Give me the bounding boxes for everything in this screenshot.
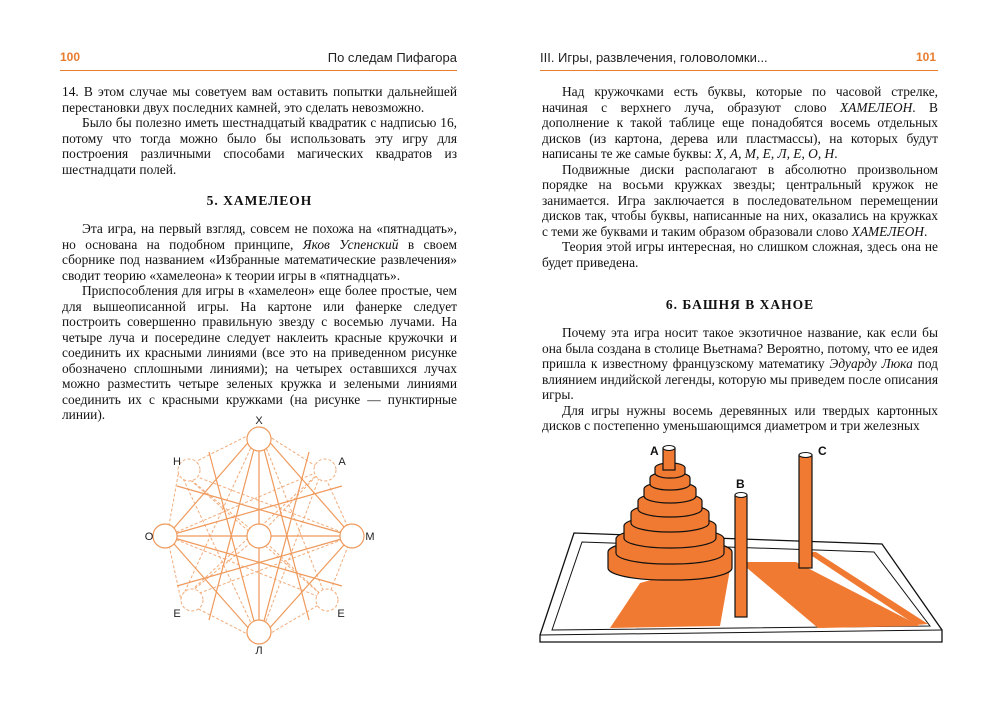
section-title: 6. БАШНЯ В ХАНОЕ	[665, 297, 815, 312]
circle-m	[340, 524, 364, 548]
peg-b	[735, 495, 747, 617]
circle-x	[247, 427, 271, 451]
peg-b-top	[735, 493, 747, 498]
paragraph: Эта игра, на первый взгляд, совсем не похожа на «пятнадцать», но основана на подобном принципе, Яков Успенский в своем сборнике под названием «Избранные математические развлечения» сводит теорию «хамелеона» к теории игры в «пятнадцать».	[62, 221, 457, 283]
paragraph: Над кружочками есть буквы, которые по часовой стрелке, начиная с верхнего луча, образуют слово ХАМЕЛЕОН. В дополнение к такой таблице еще понадобятся восемь отдельных дисков (из картона, дерева или пластмассы), на которых будут написаны те же самые буквы: Х, А, М, Е, Л, Е, О, Н.	[542, 84, 938, 161]
circle-l	[247, 620, 271, 644]
peg-c-top	[799, 453, 812, 458]
label-peg-c: C	[818, 444, 827, 458]
paragraph: Теория этой игры интересная, но слишком сложная, здесь она не будет приведена.	[542, 239, 938, 270]
label-o: О	[144, 531, 154, 543]
person-name: Эдуарду Люка	[829, 356, 913, 371]
circle-e-right	[316, 589, 338, 611]
page-number: 100	[60, 50, 81, 64]
author-name: Яков Успенский	[302, 236, 399, 252]
peg-a-top	[663, 446, 675, 451]
paragraph: 14. В этом случае мы советуем вам оставить попытки дальнейшей перестановки двух последних камней, это сделать невозможно.	[62, 84, 457, 115]
paragraph: Было бы полезно иметь шестнадцатый квадратик с надписью 16, потому что тогда можно было бы использовать эту игру для построения различными способами магических квадратов из шестнадцати полей.	[62, 115, 457, 177]
peg-c	[799, 455, 812, 568]
paragraph: Для игры нужны восемь деревянных или твердых картонных дисков с постепенно уменьшающимся диаметром и три железных	[542, 402, 938, 433]
label-x: Х	[255, 415, 263, 427]
right-page	[500, 0, 1000, 714]
label-m: М	[365, 531, 375, 543]
label-n: Н	[173, 456, 181, 468]
section-title: 5. ХАМЕЛЕОН	[206, 193, 313, 208]
label-peg-b: B	[736, 477, 745, 491]
page-number: 101	[915, 50, 936, 64]
running-title: По следам Пифагора	[327, 50, 457, 65]
circle-center	[247, 524, 271, 548]
paragraph: Почему эта игра носит такое экзотичное название, как если бы она была создана в столице Вьетнама? Вероятно, потому, что ее идея пришла к известному французскому математику Эдуарду Люка под влиянием индийской легенды, которую мы приведем после описания игры.	[542, 325, 938, 402]
circle-a	[314, 459, 336, 481]
word-chameleon: ХАМЕЛЕОН	[851, 223, 924, 239]
paragraph: Подвижные диски располагают в абсолютно произвольном порядке на восьми кружках звезды; центральный кружок не занимается. Игра заключается в последовательном перемещении дисков так, чтобы буквы, написанные на них, оказались на кружках с теми же буквами и таким образом образовали слово ХАМЕЛЕОН.	[542, 161, 938, 239]
tower-of-hanoi-illustration	[500, 0, 1000, 714]
circle-o	[153, 524, 177, 548]
peg-a	[663, 448, 675, 470]
label-a: А	[338, 456, 346, 468]
label-l: Л	[255, 645, 263, 657]
word-chameleon: ХАМЕЛЕОН	[839, 99, 913, 115]
label-peg-a: A	[650, 444, 659, 458]
running-title: III. Игры, развлечения, головоломки...	[540, 50, 768, 65]
paragraph: Приспособления для игры в «хамелеон» еще более простые, чем для вышеописанной игры. На картоне или фанерке следует построить совершенно правильную звезду с восемью лучами. На четыре луча и посередине следует наклеить красные кружочки и соединить их красными линиями (все это на приведенном рисунке обозначено сплошными линиями); на четырех оставшихся лучах можно разместить четыре зеленых кружка и зелеными линиями соединить их с красными кружками (на рисунке — пунктирные линии).	[62, 283, 457, 422]
label-e-right: Е	[337, 608, 345, 620]
label-e-left: Е	[173, 608, 181, 620]
disk-stack	[608, 463, 732, 580]
circle-n	[178, 459, 200, 481]
letters-list: Х, А, М, Е, Л, Е, О, Н	[715, 146, 835, 161]
circle-e-left	[181, 589, 203, 611]
